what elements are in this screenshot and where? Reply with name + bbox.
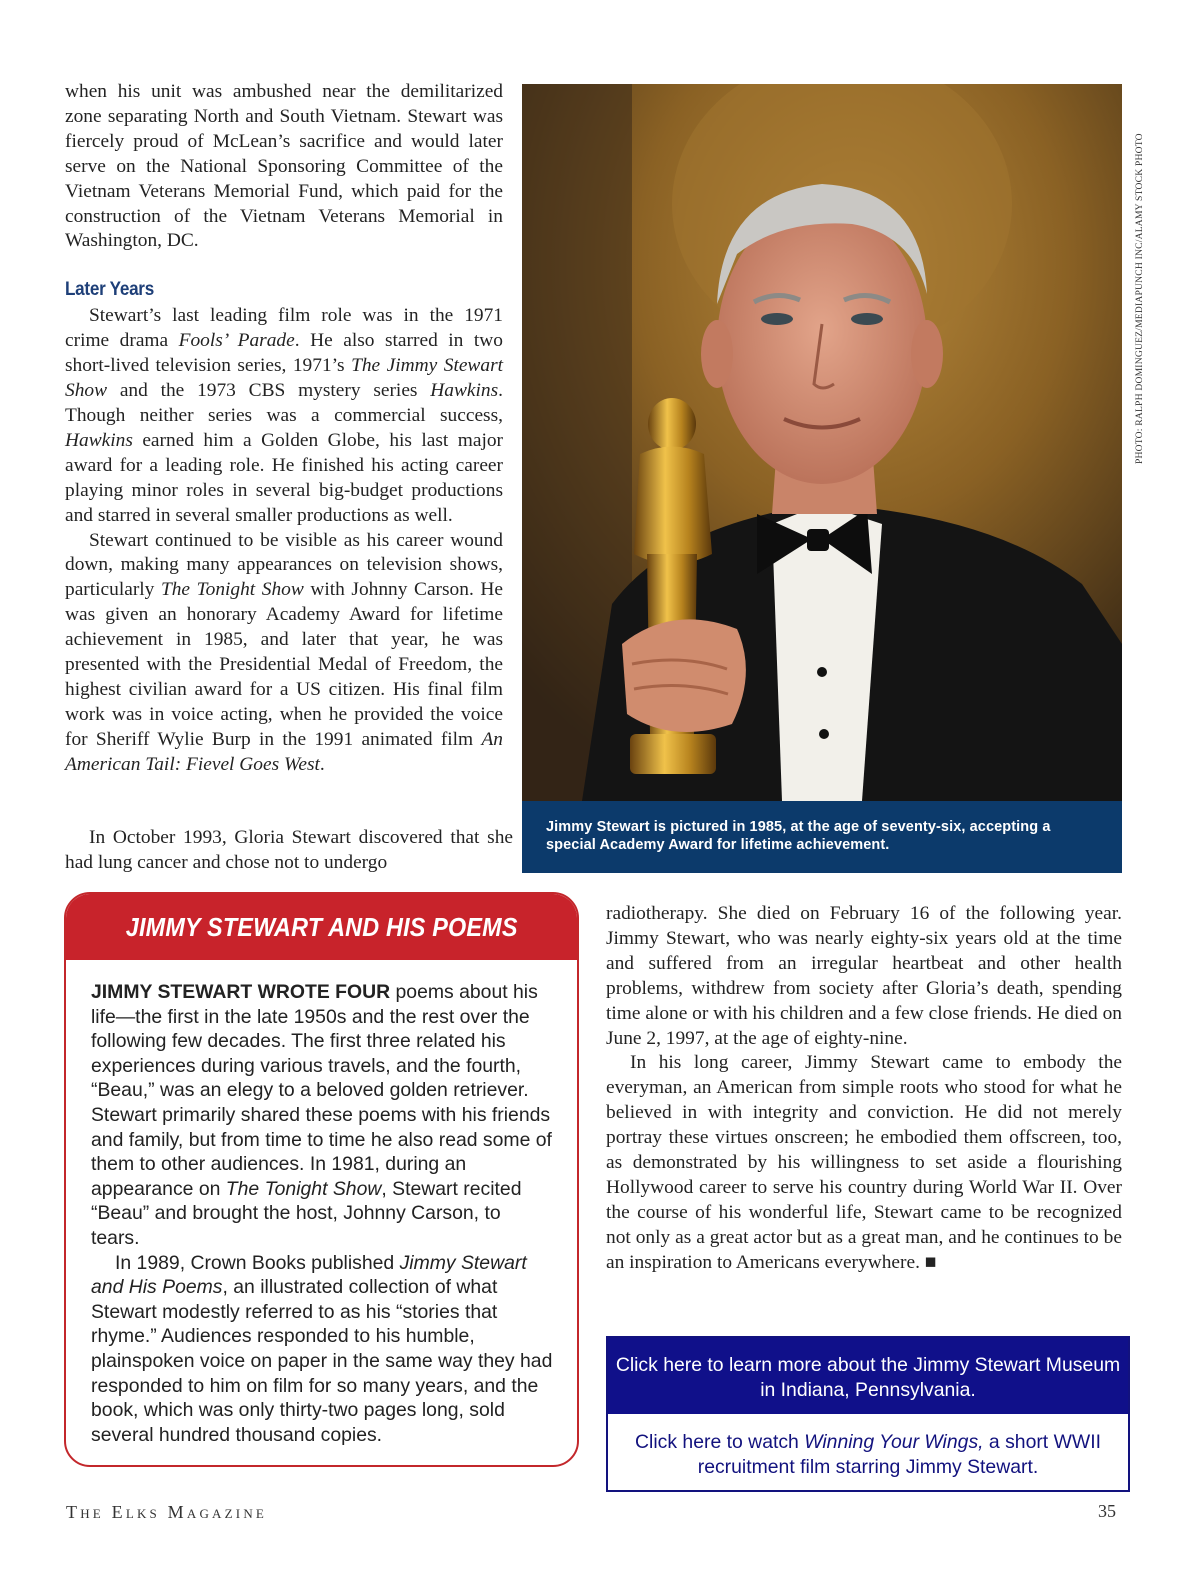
page-number: 35 (1098, 1501, 1116, 1521)
link-box (606, 1336, 1130, 1492)
photo-caption: Jimmy Stewart is pictured in 1985, at the age of seventy-six, accepting a special Academy Award for lifetime achievement. (522, 801, 1122, 873)
museum-link[interactable]: Click here to learn more about the Jimmy Stewart Museum in Indiana, Pennsylvania. (608, 1338, 1128, 1414)
paragraph-final-roles: Stewart’s last leading film role was in the 1971 crime drama Fools’ Parade. He also starred in two short-lived television series, 1971’s The Jimmy Stewart Show and the 1973 CBS mystery series Hawkins. Though neither series was a commercial success, Hawkins earned him a Golden Globe, his last major award for a leading role. He finished his acting career playing minor roles in several big-budget productions and starred in several smaller productions as well. (65, 305, 503, 526)
end-mark: ■ (924, 1251, 937, 1273)
sidebar-paragraph-1: JIMMY STEWART WROTE FOUR poems about his life—the first in the late 1950s and the rest over the following few decades. The first three related his experiences during various travels, and the fourth, “Beau,” was an elegy to a beloved golden retriever. Stewart primarily shared these poems with his friends and family, but from time to time he also read some of them to other audiences. In 1981, during an appearance on The Tonight Show, Stewart recited “Beau” and brought the host, Johnny Carson, to tears. (91, 981, 552, 1249)
paragraph-gloria: In October 1993, Gloria Stewart discovered that she had lung cancer and chose not to undergo (65, 827, 513, 873)
sidebar-title: JIMMY STEWART AND HIS POEMS (66, 894, 577, 960)
left-column (65, 80, 503, 778)
footer-magazine-title: The Elks Magazine (66, 1502, 268, 1522)
paragraph-final-years: radiotherapy. She died on February 16 of the following year. Jimmy Stewart, who was nearly eighty-six years old at the time and suffered from an irregular heartbeat and other health problems, withdrew from society after Gloria’s death, spending time alone or with his children and a few close friends. He died on June 2, 1997, at the age of eighty-nine. (606, 903, 1122, 1049)
sidebar-paragraph-2: In 1989, Crown Books published Jimmy Stewart and His Poems, an illustrated collection of what Stewart modestly referred to as his “stories that rhyme.” Audiences responded to his humble, plainspoken voice on paper in the same way they had responded to him on film for so many years, and the book, which was only thirty-two pages long, sold several hundred thousand copies. (91, 1251, 553, 1446)
paragraph-legacy: In his long career, Jimmy Stewart came to embody the everyman, an American from simple roots who stood for what he believed in with integrity and conviction. He did not merely portray these virtues onscreen; he embodied them offscreen, too, as demonstrated by his willingness to set aside a flourishing Hollywood career to serve his country during World War II. Over the course of his wonderful life, Stewart came to be recognized not only as a great actor but as a great man, and he continues to be an inspiration to Americans everywhere. ■ (606, 1052, 1122, 1273)
section-heading-later-years: Later Years (65, 279, 154, 301)
photo-credit: PHOTO: RALPH DOMINGUEZ/MEDIAPUNCH INC/ALAMY STOCK PHOTO (1134, 133, 1145, 464)
sidebar-body (66, 960, 577, 1447)
film-link[interactable]: Click here to watch Winning Your Wings, a short WWII recruitment film starring Jimmy Stewart. (608, 1414, 1128, 1490)
intro-paragraph: when his unit was ambushed near the demilitarized zone separating North and South Vietnam. Stewart was fiercely proud of McLean’s sacrifice and would later serve on the National Sponsoring Committee of the Vietnam Veterans Memorial Fund, which paid for the construction of the Vietnam Veterans Memorial in Washington, DC. (65, 81, 503, 252)
photo-jimmy-stewart-oscar (522, 84, 1122, 801)
photo-illustration (522, 84, 1122, 801)
paragraph-later-appearances: Stewart continued to be visible as his career wound down, making many appearances on television shows, particularly The Tonight Show with Johnny Carson. He was given an honorary Academy Award for lifetime achievement in 1985, and later that year, he was presented with the Presidential Medal of Freedom, the highest civilian award for a US citizen. His final film work was in voice acting, when he provided the voice for Sheriff Wylie Burp in the 1991 animated film An American Tail: Fievel Goes West. (65, 529, 503, 775)
sidebar-box (64, 892, 579, 1467)
right-column (606, 902, 1122, 1276)
